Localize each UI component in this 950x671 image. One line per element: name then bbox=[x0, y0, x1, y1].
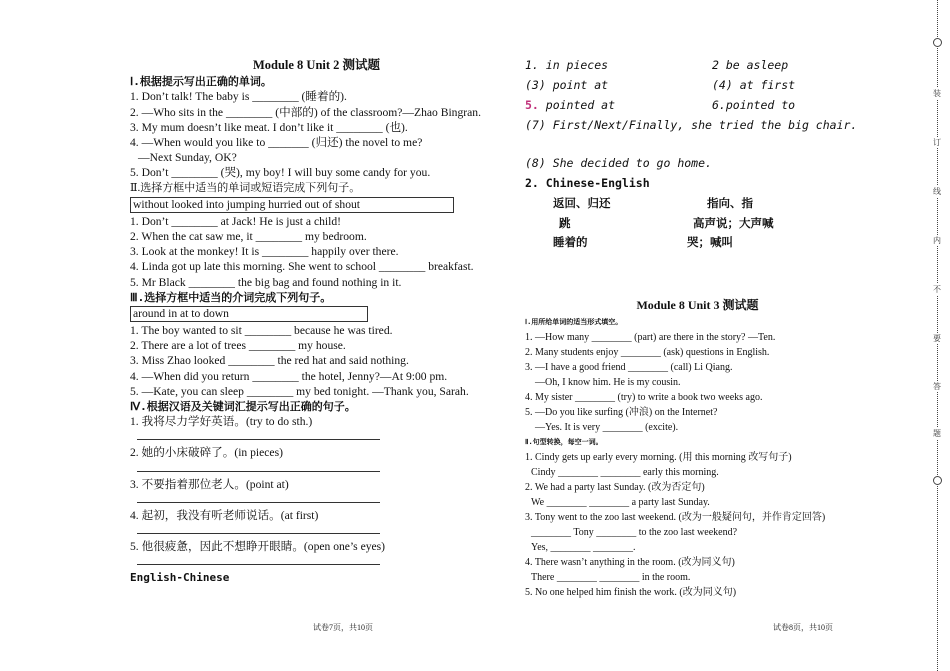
unit2-q1-2: 2. —Who sits in the ________ (中部的) of the classroom?—Zhao Bingran. bbox=[130, 105, 481, 119]
unit3-q2-1-blank: Cindy ________ ________ early this morning. bbox=[531, 467, 719, 478]
unit3-title: Module 8 Unit 3 测试题 bbox=[636, 298, 759, 312]
unit3-q2-2: 2. We had a party last Sunday. (改为否定句) bbox=[525, 482, 705, 493]
unit2-q1-4-reply: —Next Sunday, OK? bbox=[138, 151, 237, 165]
unit2-q4-4: 4. 起初，我没有听老师说话。(at first) bbox=[130, 508, 319, 522]
binding-circle-icon bbox=[933, 38, 942, 47]
binding-char: 装 bbox=[933, 89, 941, 98]
answer-row bbox=[525, 98, 925, 118]
binding-char: 答 bbox=[933, 382, 941, 391]
unit2-q1-1: 1. Don’t talk! The baby is ________ (睡着的). bbox=[130, 90, 347, 104]
unit3-section bbox=[525, 300, 870, 600]
unit3-q1-3-reply: —Oh, I know him. He is my cousin. bbox=[535, 377, 681, 388]
preposition-box: around in at to down bbox=[130, 306, 368, 322]
word-jump: 跳 bbox=[559, 217, 571, 230]
answer-3: (3) point at bbox=[525, 78, 609, 92]
answer-line[interactable] bbox=[137, 492, 380, 503]
unit2-sec2-heading: Ⅱ.选择方框中适当的单词或短语完成下列句子。 bbox=[130, 181, 361, 194]
unit3-q1-5: 5. —Do you like surfing (冲浪) on the Internet? bbox=[525, 407, 718, 418]
unit2-section bbox=[130, 58, 503, 585]
page-footer-left: 试卷7页，共10页 bbox=[313, 623, 373, 632]
unit2-title: Module 8 Unit 2 测试题 bbox=[252, 58, 381, 72]
unit3-q1-2: 2. Many students enjoy ________ (ask) questions in English. bbox=[525, 347, 770, 358]
answer-line[interactable] bbox=[137, 429, 380, 440]
unit3-q2-3-blank: ________ Tony ________ to the zoo last weekend? bbox=[531, 527, 738, 538]
binding-char: 要 bbox=[933, 334, 941, 343]
answer-row bbox=[525, 78, 925, 98]
unit2-q1-5: 5. Don’t ________ (哭), my boy! I will buy some candy for you. bbox=[130, 166, 431, 180]
answer-line[interactable] bbox=[137, 554, 380, 565]
unit2-sec4-heading: Ⅳ.根据汉语及关键词汇提示写出正确的句子。 bbox=[130, 400, 356, 414]
answer-7: (7) First/Next/Finally, she tried the big chair. bbox=[525, 118, 858, 132]
unit2-q3-4: 4. —When did you return ________ the hotel, Jenny?—At 9:00 pm. bbox=[130, 369, 448, 383]
unit2-q2-5: 5. Mr Black ________ the big bag and found nothing in it. bbox=[130, 275, 402, 289]
unit2-q3-1: 1. The boy wanted to sit ________ because he was tired. bbox=[130, 324, 393, 338]
unit2-q1-3: 3. My mum doesn’t like meat. I don’t like it ________ (也). bbox=[130, 120, 408, 134]
answer-4: (4) at first bbox=[712, 78, 796, 92]
binding-char: 订 bbox=[933, 138, 941, 147]
word-point-at: 指向、指 bbox=[707, 198, 753, 210]
answer-5: pointed at bbox=[538, 98, 616, 112]
unit2-q3-5: 5. —Kate, you can sleep ________ my bed tonight. —Thank you, Sarah. bbox=[130, 384, 469, 398]
unit3-q2-1: 1. Cindy gets up early every morning. (用 this morning 改写句子) bbox=[525, 452, 792, 463]
unit3-q2-5: 5. No one helped him finish the work. (改为同义句) bbox=[525, 587, 737, 598]
unit2-sec3-heading: Ⅲ.选择方框中适当的介词完成下列句子。 bbox=[130, 290, 332, 304]
answers-section bbox=[525, 58, 925, 254]
unit2-q3-3: 3. Miss Zhao looked ________ the red hat and said nothing. bbox=[130, 354, 409, 368]
binding-char: 题 bbox=[933, 429, 941, 438]
unit2-sec5-heading: English-Chinese bbox=[130, 571, 230, 585]
word-cry: 哭；喊叫 bbox=[687, 237, 733, 249]
page-footer-right: 试卷8页，共10页 bbox=[773, 623, 833, 632]
unit3-q1-5-reply: —Yes. It is very ________ (excite). bbox=[535, 422, 679, 433]
unit2-q4-1: 1. 我将尽力学好英语。(try to do sth.) bbox=[130, 415, 313, 429]
binding-circle-icon bbox=[933, 476, 942, 485]
answer-8: (8) She decided to go home. bbox=[525, 156, 712, 170]
unit3-q2-3-answer: Yes, ________ ________. bbox=[531, 542, 636, 553]
unit3-q2-4-blank: There ________ ________ in the room. bbox=[531, 572, 691, 583]
word-row bbox=[525, 234, 925, 254]
unit2-q1-4: 4. —When would you like to _______ (归还) the novel to me? bbox=[130, 136, 423, 150]
binding-char: 线 bbox=[933, 187, 941, 196]
answer-5-number: 5. bbox=[525, 98, 539, 112]
binding-strip bbox=[930, 0, 950, 671]
unit3-q1-1: 1. —How many ________ (part) are there in the story? —Ten. bbox=[525, 332, 776, 343]
answer-line[interactable] bbox=[137, 523, 380, 534]
unit2-q2-2: 2. When the cat saw me, it ________ my bedroom. bbox=[130, 230, 367, 244]
unit2-q2-3: 3. Look at the monkey! It is ________ happily over there. bbox=[130, 245, 399, 259]
chinese-english-heading: 2. Chinese-English bbox=[525, 176, 650, 190]
word-shout: 高声说；大声喊 bbox=[693, 217, 774, 230]
answer-1: 1. in pieces bbox=[525, 58, 609, 72]
binding-char: 内 bbox=[933, 236, 941, 245]
answer-row bbox=[525, 58, 925, 78]
unit2-q4-2: 2. 她的小床破碎了。(in pieces) bbox=[130, 446, 283, 460]
unit2-q4-5: 5. 他很疲惫，因此不想睁开眼睛。(open one’s eyes) bbox=[130, 540, 386, 554]
word-row bbox=[525, 215, 925, 235]
unit3-q1-4: 4. My sister ________ (try) to write a book two weeks ago. bbox=[525, 392, 763, 403]
unit2-q2-4: 4. Linda got up late this morning. She went to school ________ breakfast. bbox=[130, 260, 474, 274]
unit3-q2-4: 4. There wasn’t anything in the room. (改为同义句) bbox=[525, 557, 735, 568]
answer-6: 6.pointed to bbox=[712, 98, 796, 112]
unit3-q1-3: 3. —I have a good friend ________ (call) Li Qiang. bbox=[525, 362, 733, 373]
unit3-q2-2-blank: We ________ ________ a party last Sunday. bbox=[531, 497, 710, 508]
unit2-q2-1: 1. Don’t ________ at Jack! He is just a child! bbox=[130, 214, 342, 228]
word-box: without looked into jumping hurried out of shout bbox=[130, 197, 454, 213]
answer-2: 2 be asleep bbox=[712, 58, 789, 72]
word-asleep: 睡着的 bbox=[553, 237, 588, 249]
unit3-q2-3: 3. Tony went to the zoo last weekend. (改为一般疑问句，并作肯定回答) bbox=[525, 512, 826, 523]
unit3-sec2-heading: Ⅱ.句型转换，每空一词。 bbox=[525, 438, 603, 446]
binding-char: 不 bbox=[933, 285, 941, 294]
word-row bbox=[525, 195, 925, 215]
unit3-sec1-heading: Ⅰ.用所给单词的适当形式填空。 bbox=[525, 318, 623, 326]
word-return: 返回、归还 bbox=[553, 198, 611, 210]
unit2-sec1-heading: Ⅰ.根据提示写出正确的单词。 bbox=[130, 75, 272, 89]
unit2-q4-3: 3. 不要指着那位老人。(point at) bbox=[130, 477, 289, 491]
answer-line[interactable] bbox=[137, 461, 380, 472]
unit2-q3-2: 2. There are a lot of trees ________ my house. bbox=[130, 339, 346, 353]
